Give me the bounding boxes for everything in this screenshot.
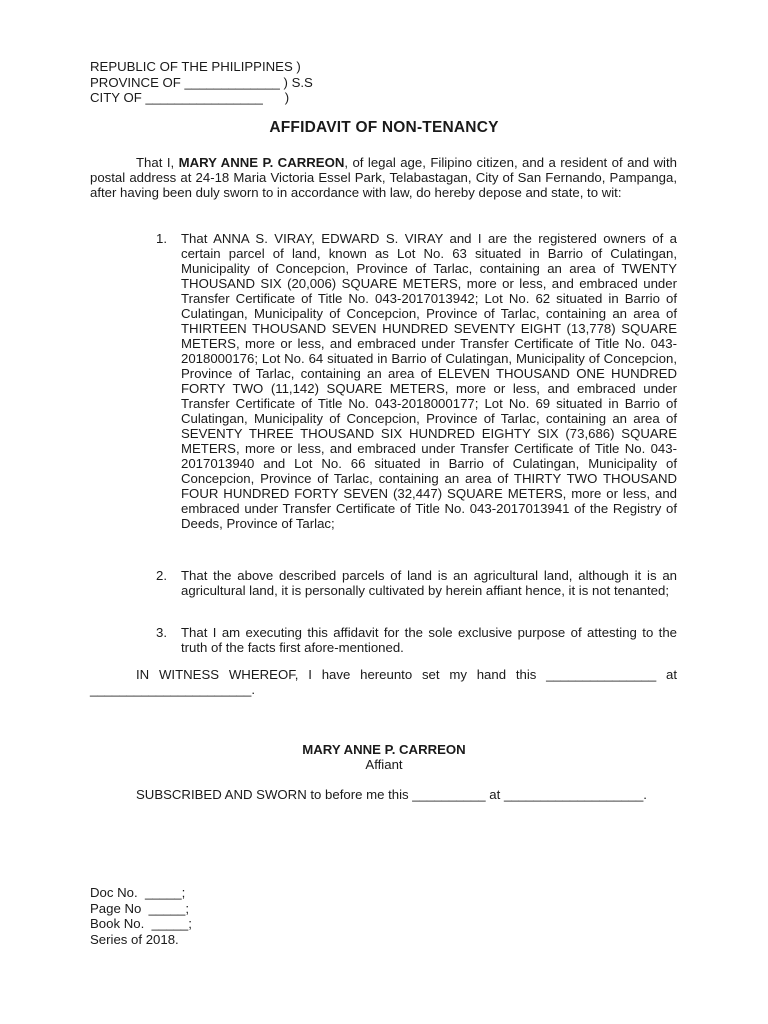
affiant-name: MARY ANNE P. CARREON	[302, 742, 466, 757]
item-number: 2.	[156, 568, 167, 583]
statement-item-1	[156, 231, 677, 531]
item-text: That ANNA S. VIRAY, EDWARD S. VIRAY and I are the registered owners of a certain parcel of land, known as Lot No. 63 situated in Barrio of Culatingan, Municipality of Concepcion, Province of Tarlac, containing an area of TWENTY THOUSAND SIX (20,006) SQUARE METERS, more or less, and embraced under Transfer Certificate of Title No. 043-2017013942; Lot No. 62 situated in Barrio of Culatingan, Municipality of Concepcion, Province of Tarlac, containing an area of THIRTEEN THOUSAND SEVEN HUNDRED SEVENTY EIGHT (13,778) SQUARE METERS, more or less, and embraced under Transfer Certificate of Title No. 043-2018000176; Lot No. 64 situated in Barrio of Culatingan, Municipality of Concepcion, Province of Tarlac, containing an area of ELEVEN THOUSAND ONE HUNDRED FORTY TWO (11,142) SQUARE METERS, more or less, and embraced under Transfer Certificate of Title No. 043-2018000177; Lot No. 69 situated in Barrio of Culatingan, Municipality of Concepcion, Province of Tarlac, containing an area of SEVENTY THREE THOUSAND SIX HUNDRED EIGHTY SIX (73,686) SQUARE METERS, more or less, and embraced under Transfer Certificate of Title No. 043-2017013940 and Lot No. 66 situated in Barrio of Culatingan, Municipality of Concepcion, Province of Tarlac, containing an area of THIRTY TWO THOUSAND FOUR HUNDRED FORTY SEVEN (32,447) SQUARE METERS, more or less, and embraced under Transfer Certificate of Title No. 043-2017013941 of the Registry of Deeds, Province of Tarlac;	[181, 231, 677, 531]
series: Series of 2018.	[90, 931, 179, 947]
venue-caption	[90, 59, 313, 106]
caption-republic: REPUBLIC OF THE PHILIPPINES )	[90, 59, 301, 74]
affiant-signature-block	[0, 742, 768, 772]
item-number: 3.	[156, 625, 167, 640]
item-text: That I am executing this affidavit for the sole exclusive purpose of attesting to the truth of the facts first afore-mentioned.	[181, 625, 677, 655]
caption-city: CITY OF ________________ )	[90, 90, 290, 105]
statement-item-2	[156, 568, 677, 598]
doc-no: Doc No. _____;	[90, 885, 186, 900]
book-no: Book No. _____;	[90, 916, 192, 931]
affiant-name-inline: MARY ANNE P. CARREON	[178, 155, 345, 170]
item-text: That the above described parcels of land is an agricultural land, although it is an agricultural land, it is personally cultivated by herein affiant hence, it is not tenanted;	[181, 568, 677, 598]
jurat-clause: SUBSCRIBED AND SWORN to before me this __________ at ___________________.	[136, 787, 647, 802]
witness-clause: IN WITNESS WHEREOF, I have hereunto set my hand this _______________ at ______________________.	[90, 667, 677, 697]
intro-paragraph	[90, 155, 677, 200]
caption-province: PROVINCE OF _____________ ) S.S	[90, 74, 313, 90]
document-title: AFFIDAVIT OF NON-TENANCY	[269, 119, 499, 136]
intro-lead: That I,	[136, 155, 179, 170]
statement-item-3	[156, 625, 677, 655]
intro-rest: , of legal age, Filipino citizen, and a resident of and with postal address at 24-18 Maria Victoria Essel Park, Telabastagan, City of San Fernando, Pampanga, after having been duly sworn to in accordance with law, do hereby depose and state, to wit:	[90, 155, 677, 200]
page-no: Page No _____;	[90, 900, 189, 916]
affiant-role: Affiant	[365, 757, 403, 772]
notarial-register	[90, 885, 192, 947]
item-number: 1.	[156, 231, 167, 246]
